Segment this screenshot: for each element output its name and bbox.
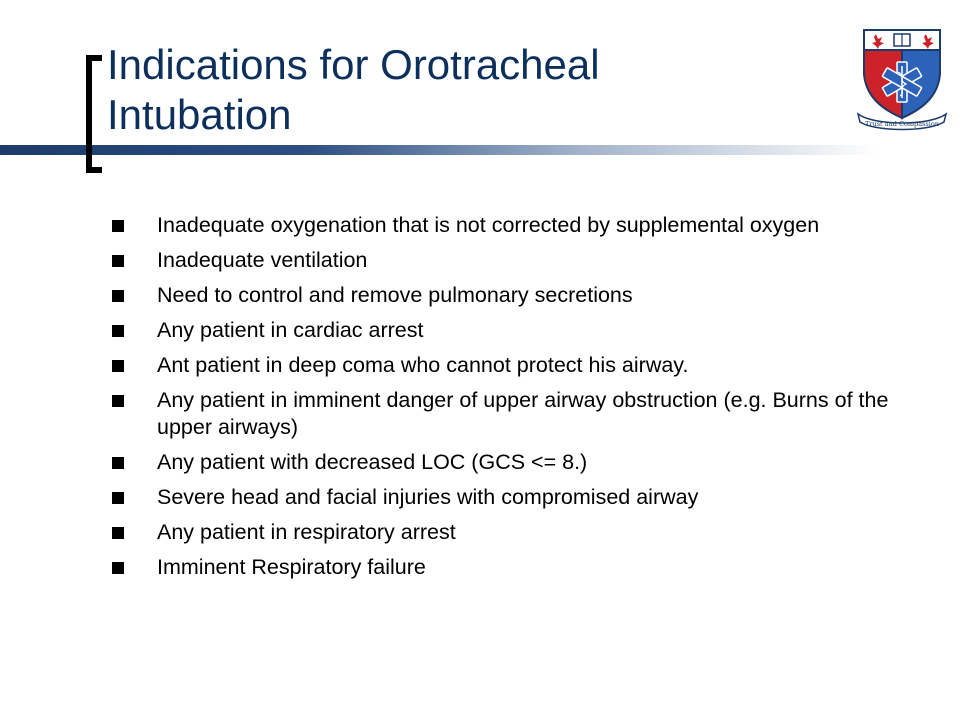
square-bullet-icon xyxy=(112,395,124,407)
square-bullet-icon xyxy=(112,290,124,302)
square-bullet-icon xyxy=(112,220,124,232)
bullet-item xyxy=(112,449,912,476)
bullet-item xyxy=(112,212,912,239)
bullet-text: Any patient in cardiac arrest xyxy=(157,318,424,342)
bullet-text: Any patient in imminent danger of upper airway obstruction (e.g. Burns of the upper airways) xyxy=(157,388,889,439)
square-bullet-icon xyxy=(112,492,124,504)
bullet-text: Imminent Respiratory failure xyxy=(157,555,426,579)
square-bullet-icon xyxy=(112,255,124,267)
bullet-item xyxy=(112,484,912,511)
title-underline-rule xyxy=(0,145,880,155)
bullet-item xyxy=(112,554,912,581)
bullet-text: Need to control and remove pulmonary secretions xyxy=(157,283,633,307)
bullet-item xyxy=(112,317,912,344)
bullet-item xyxy=(112,519,912,546)
bullet-text: Severe head and facial injuries with compromised airway xyxy=(157,485,699,509)
bullet-text: Any patient with decreased LOC (GCS <= 8.) xyxy=(157,450,588,474)
square-bullet-icon xyxy=(112,527,124,539)
bullet-text: Any patient in respiratory arrest xyxy=(157,520,456,544)
bullet-item xyxy=(112,247,912,274)
logo-motto: Trust and Compassion xyxy=(865,120,939,128)
logo-crest-icon xyxy=(854,22,950,132)
title-bracket-decoration xyxy=(86,55,102,173)
bullet-item xyxy=(112,387,912,441)
bullet-text: Ant patient in deep coma who cannot protect his airway. xyxy=(157,353,689,377)
bullet-item xyxy=(112,282,912,309)
bullet-text: Inadequate oxygenation that is not corrected by supplemental oxygen xyxy=(157,213,820,237)
bullet-list xyxy=(112,212,912,589)
bullet-item xyxy=(112,352,912,379)
square-bullet-icon xyxy=(112,562,124,574)
square-bullet-icon xyxy=(112,457,124,469)
square-bullet-icon xyxy=(112,360,124,372)
slide-title: Indications for Orotracheal Intubation xyxy=(107,41,600,138)
bullet-text: Inadequate ventilation xyxy=(157,248,368,272)
square-bullet-icon xyxy=(112,325,124,337)
